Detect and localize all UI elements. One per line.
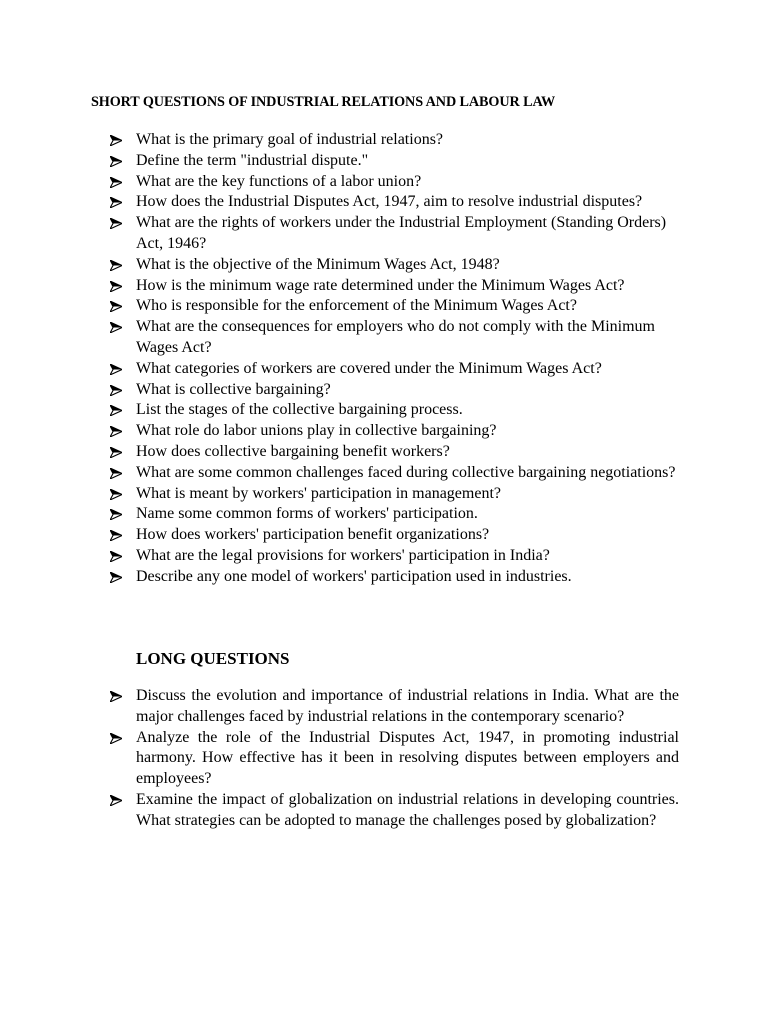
list-item [109,400,679,421]
arrowhead-bullet-icon [109,130,123,151]
question-text: What is meant by workers' participation in management? [136,484,501,502]
arrowhead-bullet-icon [109,421,123,442]
list-item [109,728,679,790]
list-item [109,421,679,442]
arrowhead-bullet-icon [109,317,123,338]
arrowhead-bullet-icon [109,276,123,297]
question-text: What role do labor unions play in collective bargaining? [136,422,497,440]
arrowhead-bullet-icon [109,546,123,567]
arrowhead-bullet-icon [109,484,123,505]
question-text: What is the objective of the Minimum Wages Act, 1948? [136,255,500,273]
list-item [109,172,679,193]
arrowhead-bullet-icon [109,728,123,749]
list-item [109,359,679,380]
page-title: SHORT QUESTIONS OF INDUSTRIAL RELATIONS AND LABOUR LAW [91,94,556,110]
arrowhead-bullet-icon [109,400,123,421]
arrowhead-bullet-icon [109,380,123,401]
question-text: How does workers' participation benefit organizations? [136,526,490,544]
arrowhead-bullet-icon [109,255,123,276]
arrowhead-bullet-icon [109,525,123,546]
question-text: Examine the impact of globalization on industrial relations in developing countries. What strategies can be adopted to manage the challenges posed by globalization? [136,790,679,829]
question-text: Discuss the evolution and importance of industrial relations in India. What are the major challenges faced by industrial relations in the contemporary scenario? [136,687,679,725]
question-text: What is collective bargaining? [136,380,331,398]
arrowhead-bullet-icon [109,790,123,811]
list-item [109,546,679,567]
question-text: How is the minimum wage rate determined under the Minimum Wages Act? [136,276,625,294]
question-text: How does collective bargaining benefit workers? [136,442,450,460]
question-text: What are the key functions of a labor union? [136,172,422,190]
arrowhead-bullet-icon [109,213,123,234]
long-questions-heading: LONG QUESTIONS [136,649,290,668]
list-item [109,567,679,588]
question-text: What is the primary goal of industrial relations? [136,131,444,148]
arrowhead-bullet-icon [109,442,123,463]
question-text: What are some common challenges faced during collective bargaining negotiations? [136,463,676,481]
question-text: Analyze the role of the Industrial Disputes Act, 1947, in promoting industrial harmony. How effective has it been in resolving disputes between employers and employees? [136,728,679,788]
list-item [109,317,679,359]
question-text: What are the rights of workers under the Industrial Employment (Standing Orders) Act, 1946? [136,214,667,252]
arrowhead-bullet-icon [109,296,123,317]
list-item [109,213,679,255]
list-item [109,296,679,317]
question-text: Who is responsible for the enforcement of the Minimum Wages Act? [136,297,577,315]
list-item [109,276,679,297]
arrowhead-bullet-icon [109,359,123,380]
arrowhead-bullet-icon [109,567,123,588]
list-item [109,442,679,463]
arrowhead-bullet-icon [109,504,123,525]
question-text: What are the legal provisions for workers' participation in India? [136,546,550,564]
list-item [109,151,679,172]
short-questions-list [109,130,679,588]
list-item [109,255,679,276]
list-item [109,380,679,401]
arrowhead-bullet-icon [109,686,123,707]
question-text: Describe any one model of workers' participation used in industries. [136,567,572,585]
arrowhead-bullet-icon [109,463,123,484]
list-item [109,484,679,505]
question-text: What categories of workers are covered under the Minimum Wages Act? [136,359,602,377]
arrowhead-bullet-icon [109,172,123,193]
list-item [109,790,679,832]
question-text: Define the term "industrial dispute." [136,151,369,169]
list-item [109,192,679,213]
long-questions-list [109,686,679,832]
list-item [109,504,679,525]
question-text: Name some common forms of workers' participation. [136,505,478,523]
arrowhead-bullet-icon [109,192,123,213]
list-item [109,463,679,484]
question-text: List the stages of the collective bargaining process. [136,401,463,419]
list-item [109,525,679,546]
question-text: How does the Industrial Disputes Act, 1947, aim to resolve industrial disputes? [136,193,643,211]
question-text: What are the consequences for employers who do not comply with the Minimum Wages Act? [136,318,655,356]
list-item [109,686,679,728]
arrowhead-bullet-icon [109,151,123,172]
list-item [109,130,679,151]
